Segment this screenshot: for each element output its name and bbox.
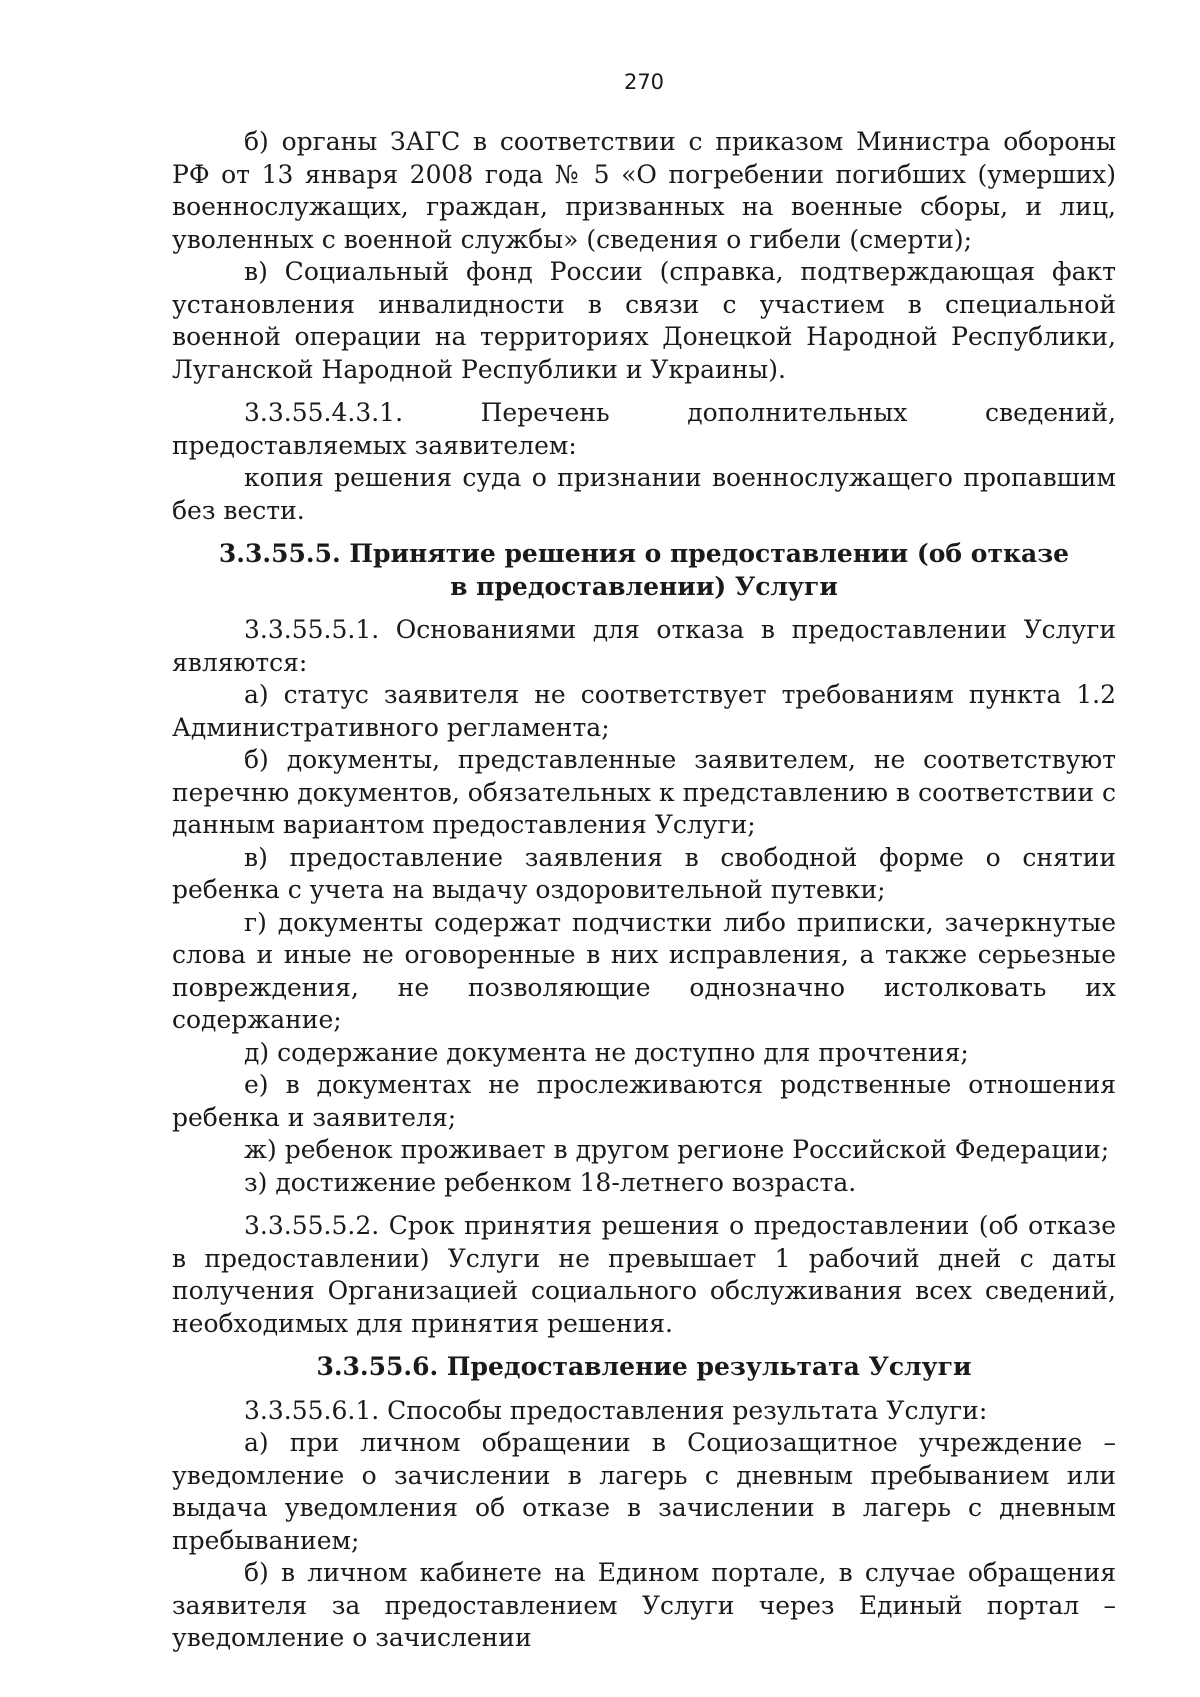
paragraph-court-decision: копия решения суда о признании военнослужащего пропавшим без вести. xyxy=(172,463,1116,525)
list-item-refusal-zh: ж) ребенок проживает в другом регионе Российской Федерации; xyxy=(244,1135,1110,1164)
list-item-refusal-v: в) предоставление заявления в свободной форме о снятии ребенка с учета на выдачу оздоровительной путевки; xyxy=(172,842,1116,904)
page-number: 270 xyxy=(623,70,665,94)
list-item-refusal-e: е) в документах не прослеживаются родственные отношения ребенка и заявителя; xyxy=(172,1070,1116,1132)
list-item-result-a: а) при личном обращении в Социозащитное учреждение – уведомление о зачислении в лагерь с дневным пребыванием или выдача уведомления об отказе в зачислении в лагерь с дневным пребыванием; xyxy=(172,1428,1116,1555)
paragraph-additional-info-title: 3.3.55.4.3.1. Перечень дополнительных сведений, предоставляемых заявителем: xyxy=(172,398,1116,460)
list-item-refusal-g: г) документы содержат подчистки либо приписки, зачеркнутые слова и иные не оговоренные в них исправления, а также серьезные повреждения, не позволяющие однозначно истолковать их содержание; xyxy=(172,907,1116,1034)
list-item-result-b: б) в личном кабинете на Едином портале, в случае обращения заявителя за предоставлением Услуги через Единый портал – уведомление о зачислении xyxy=(172,1558,1116,1652)
list-item-refusal-d: д) содержание документа не доступно для прочтения; xyxy=(244,1037,969,1067)
paragraph-refusal-grounds: 3.3.55.5.1. Основаниями для отказа в предоставлении Услуги являются: xyxy=(172,615,1116,677)
document-body xyxy=(172,126,1116,1655)
paragraph-registry-offices: б) органы ЗАГС в соответствии с приказом Министра обороны РФ от 13 января 2008 года № 5 «О погребении погибших (умерших) военнослужащих, граждан, призванных на военные сборы, и лиц, уволенных с военной службы» (сведения о гибели (смерти); xyxy=(172,127,1116,254)
section-heading-decision: 3.3.55.5. Принятие решения о предоставлении (об отказе в предоставлении) Услуги xyxy=(218,539,1070,601)
list-item-refusal-a: а) статус заявителя не соответствует требованиям пункта 1.2 Административного регламента; xyxy=(172,680,1116,742)
section-heading-result: 3.3.55.6. Предоставление результата Услуги xyxy=(316,1352,972,1381)
list-item-refusal-b: б) документы, представленные заявителем, не соответствуют перечню документов, обязательных к представлению в соответствии с данным вариантом предоставления Услуги; xyxy=(172,745,1116,839)
paragraph-result-methods: 3.3.55.6.1. Способы предоставления результата Услуги: xyxy=(244,1395,988,1425)
paragraph-social-fund: в) Социальный фонд России (справка, подтверждающая факт установления инвалидности в связи с участием в специальной военной операции на территориях Донецкой Народной Республики, Луганской Народной Республики и Украины). xyxy=(172,257,1116,384)
list-item-refusal-z: з) достижение ребенком 18-летнего возраста. xyxy=(244,1167,857,1197)
paragraph-decision-deadline: 3.3.55.5.2. Срок принятия решения о предоставлении (об отказе в предоставлении) Услуги не превышает 1 рабочий дней с даты получения Организацией социального обслуживания всех сведений, необходимых для принятия решения. xyxy=(172,1211,1116,1338)
